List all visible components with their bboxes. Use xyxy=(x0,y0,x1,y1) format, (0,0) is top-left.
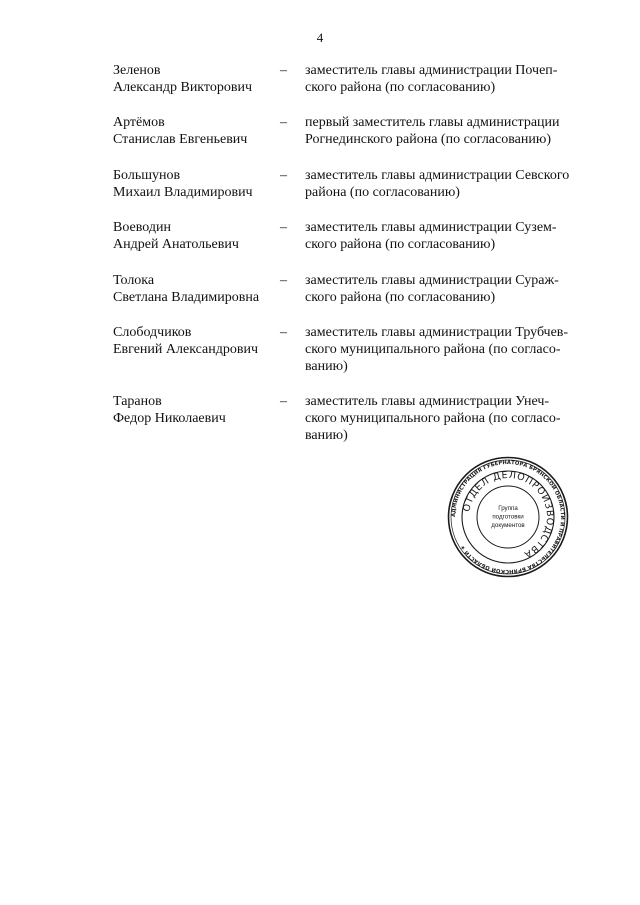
member-surname: Слободчиков xyxy=(113,325,192,340)
role-line: заместитель главы администрации Унеч- xyxy=(305,394,550,409)
member-name xyxy=(113,324,278,358)
member-given-name: Михаил Владимирович xyxy=(113,185,253,200)
role-line: района (по согласованию) xyxy=(305,185,460,200)
stamp-center-line: документов xyxy=(491,522,525,529)
role-line: ванию) xyxy=(305,359,348,374)
member-name xyxy=(113,62,278,96)
role-line: заместитель главы администрации Севского xyxy=(305,168,570,183)
stamp-center-text xyxy=(491,505,525,529)
dash-separator: – xyxy=(280,115,287,130)
member-surname: Толока xyxy=(113,273,155,288)
dash-separator: – xyxy=(280,273,287,288)
member-role xyxy=(305,272,595,306)
stamp-outer-text: АДМИНИСТРАЦИЯ ГУБЕРНАТОРА БРЯНСКОЙ ОБЛАСТИ И ПРАВИТЕЛЬСТВА БРЯНСКОЙ ОБЛАСТИ ★ xyxy=(450,459,566,575)
role-line: ского района (по согласованию) xyxy=(305,80,496,95)
official-stamp xyxy=(447,456,569,578)
role-line: ского муниципального района (по согласо- xyxy=(305,411,561,426)
member-given-name: Станислав Евгеньевич xyxy=(113,132,248,147)
member-role xyxy=(305,167,595,201)
stamp-center-line: подготовки xyxy=(492,513,524,521)
role-line: первый заместитель главы администрации xyxy=(305,115,560,130)
member-name xyxy=(113,219,278,253)
member-name xyxy=(113,167,278,201)
member-given-name: Александр Викторович xyxy=(113,80,253,95)
role-line: заместитель главы администрации Почеп- xyxy=(305,63,558,78)
dash-separator: – xyxy=(280,168,287,183)
stamp-inner-text: ОТДЕЛ ДЕЛОПРОИЗВОДСТВА xyxy=(461,469,556,561)
member-given-name: Федор Николаевич xyxy=(113,411,226,426)
member-name xyxy=(113,393,278,427)
member-surname: Большунов xyxy=(113,168,181,183)
member-name xyxy=(113,272,278,306)
member-given-name: Евгений Александрович xyxy=(113,342,259,357)
page-number: 4 xyxy=(316,30,324,45)
member-name xyxy=(113,114,278,148)
dash-separator: – xyxy=(280,63,287,78)
member-role xyxy=(305,393,595,444)
member-role xyxy=(305,324,595,375)
dash-separator: – xyxy=(280,394,287,409)
dash-separator: – xyxy=(280,325,287,340)
role-line: заместитель главы администрации Сузем- xyxy=(305,220,557,235)
member-given-name: Андрей Анатольевич xyxy=(113,237,239,252)
member-surname: Зеленов xyxy=(113,63,161,78)
dash-separator: – xyxy=(280,220,287,235)
role-line: заместитель главы администрации Трубчев- xyxy=(305,325,569,340)
role-line: ского района (по согласованию) xyxy=(305,290,496,305)
role-line: ского района (по согласованию) xyxy=(305,237,496,252)
role-line: Рогнединского района (по согласованию) xyxy=(305,132,551,147)
role-line: ванию) xyxy=(305,428,348,443)
role-line: ского муниципального района (по согласо- xyxy=(305,342,561,357)
member-role xyxy=(305,219,595,253)
member-surname: Воеводин xyxy=(113,220,171,235)
member-surname: Таранов xyxy=(113,394,162,409)
member-role xyxy=(305,62,595,96)
stamp-center-line: Группа xyxy=(498,505,518,512)
role-line: заместитель главы администрации Сураж- xyxy=(305,273,559,288)
member-role xyxy=(305,114,595,148)
member-given-name: Светлана Владимировна xyxy=(113,290,260,305)
member-surname: Артёмов xyxy=(113,115,165,130)
